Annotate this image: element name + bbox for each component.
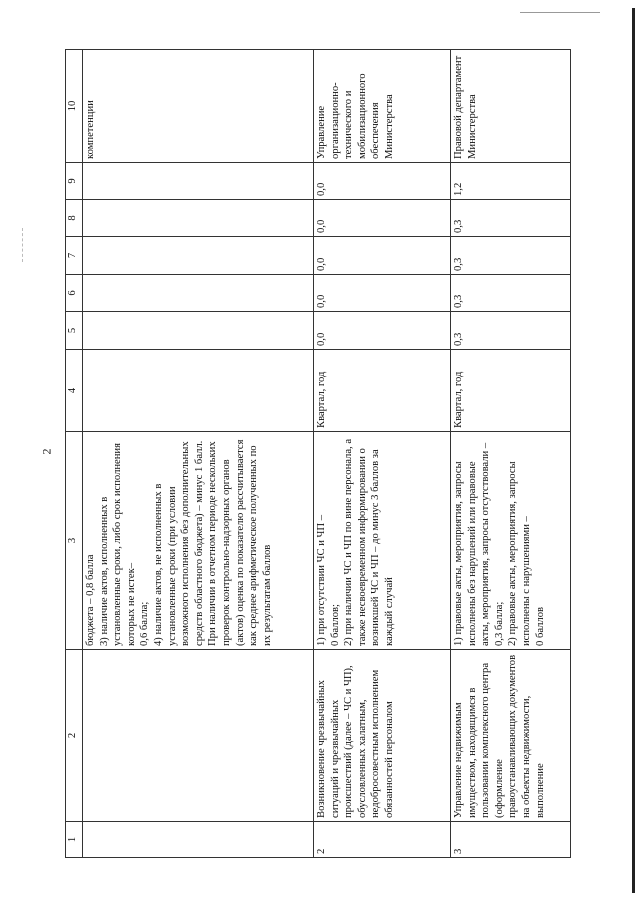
value-cell: 1,2 [451, 163, 571, 200]
table-row [83, 50, 314, 858]
value-cell: 0,3 [451, 275, 571, 312]
criteria-cell: 1) при отсутствии ЧС и ЧП – 0 баллов; 2) при наличии ЧС и ЧП по вине персонала, а также несвоевременном информировании о возникшей ЧС и ЧП – до минус 3 баллов за каждый случай [314, 432, 451, 650]
period-cell [83, 350, 314, 432]
value-cell: 0,0 [314, 163, 451, 200]
criteria-cell: 1) правовые акты, мероприятия, запросы исполнены без нарушений или правовые акты, мероприятия, запросы отсутствовали – 0,3 балла; 2) правовые акты, мероприятия, запросы исполнены с нарушениями – 0 баллов [451, 432, 571, 650]
header-cell: 5 [66, 312, 83, 350]
header-cell: 4 [66, 350, 83, 432]
indicator-cell: Управление недвижимым имуществом, находящимся в пользовании комплексного центра (оформление правоустанавливающих документов на объекты недвижимости, выполнение [451, 650, 571, 822]
period-cell: Квартал, год [314, 350, 451, 432]
header-row [66, 50, 83, 858]
header-cell: 2 [66, 650, 83, 822]
value-cell: 0,3 [451, 312, 571, 350]
responsible-cell: Правовой департамент Министерства [451, 50, 571, 163]
value-cell: 0,3 [451, 237, 571, 275]
indicator-cell [83, 650, 314, 822]
value-cell [83, 200, 314, 237]
page-number: 2 [39, 448, 54, 455]
value-cell: 0,3 [451, 200, 571, 237]
value-cell [83, 237, 314, 275]
scan-artifact-top [520, 12, 600, 13]
header-cell: 9 [66, 163, 83, 200]
table-row [314, 50, 451, 858]
rotated-table [65, 50, 565, 858]
value-cell: 0,0 [314, 275, 451, 312]
responsible-cell: компетенции [83, 50, 314, 163]
value-cell: 0,0 [314, 237, 451, 275]
header-cell: 3 [66, 432, 83, 650]
indicator-cell: Возникновение чрезвычайных ситуаций и чрезвычайных происшествий (далее – ЧС и ЧП), обусловленных халатным, недобросовестным исполнением обязанностей персоналом [314, 650, 451, 822]
header-cell: 10 [66, 50, 83, 163]
header-cell: 1 [66, 822, 83, 858]
rotated-table-holder [65, 50, 565, 858]
responsible-cell: Управление организационно-технического и мобилизационного обеспечения Министерства [314, 50, 451, 163]
value-cell [83, 275, 314, 312]
criteria-table [65, 49, 571, 858]
row-number [83, 822, 314, 858]
header-cell: 7 [66, 237, 83, 275]
row-number: 3 [451, 822, 571, 858]
value-cell [83, 163, 314, 200]
scan-edge [632, 8, 635, 893]
header-cell: 6 [66, 275, 83, 312]
criteria-cell: бюджета – 0,8 балла 3) наличие актов, исполненных в установленные сроки, либо срок исполнения которых не истек– 0,6 балла; 4) наличие актов, не исполненных в установленные сроки (при условии возможного исполнения без дополнительных средств областного бюджета) – минус 1 балл. При наличии в отчетном периоде нескольких проверок контрольно-надзорных органов (актов) оценка по показателю рассчитывается как среднее арифметическое полученных по их результатам баллов [83, 432, 314, 650]
table-row [451, 50, 571, 858]
value-cell: 0,0 [314, 200, 451, 237]
row-number: 2 [314, 822, 451, 858]
value-cell [83, 312, 314, 350]
period-cell: Квартал, год [451, 350, 571, 432]
header-cell: 8 [66, 200, 83, 237]
value-cell: 0,0 [314, 312, 451, 350]
scan-artifact-left [22, 228, 24, 262]
